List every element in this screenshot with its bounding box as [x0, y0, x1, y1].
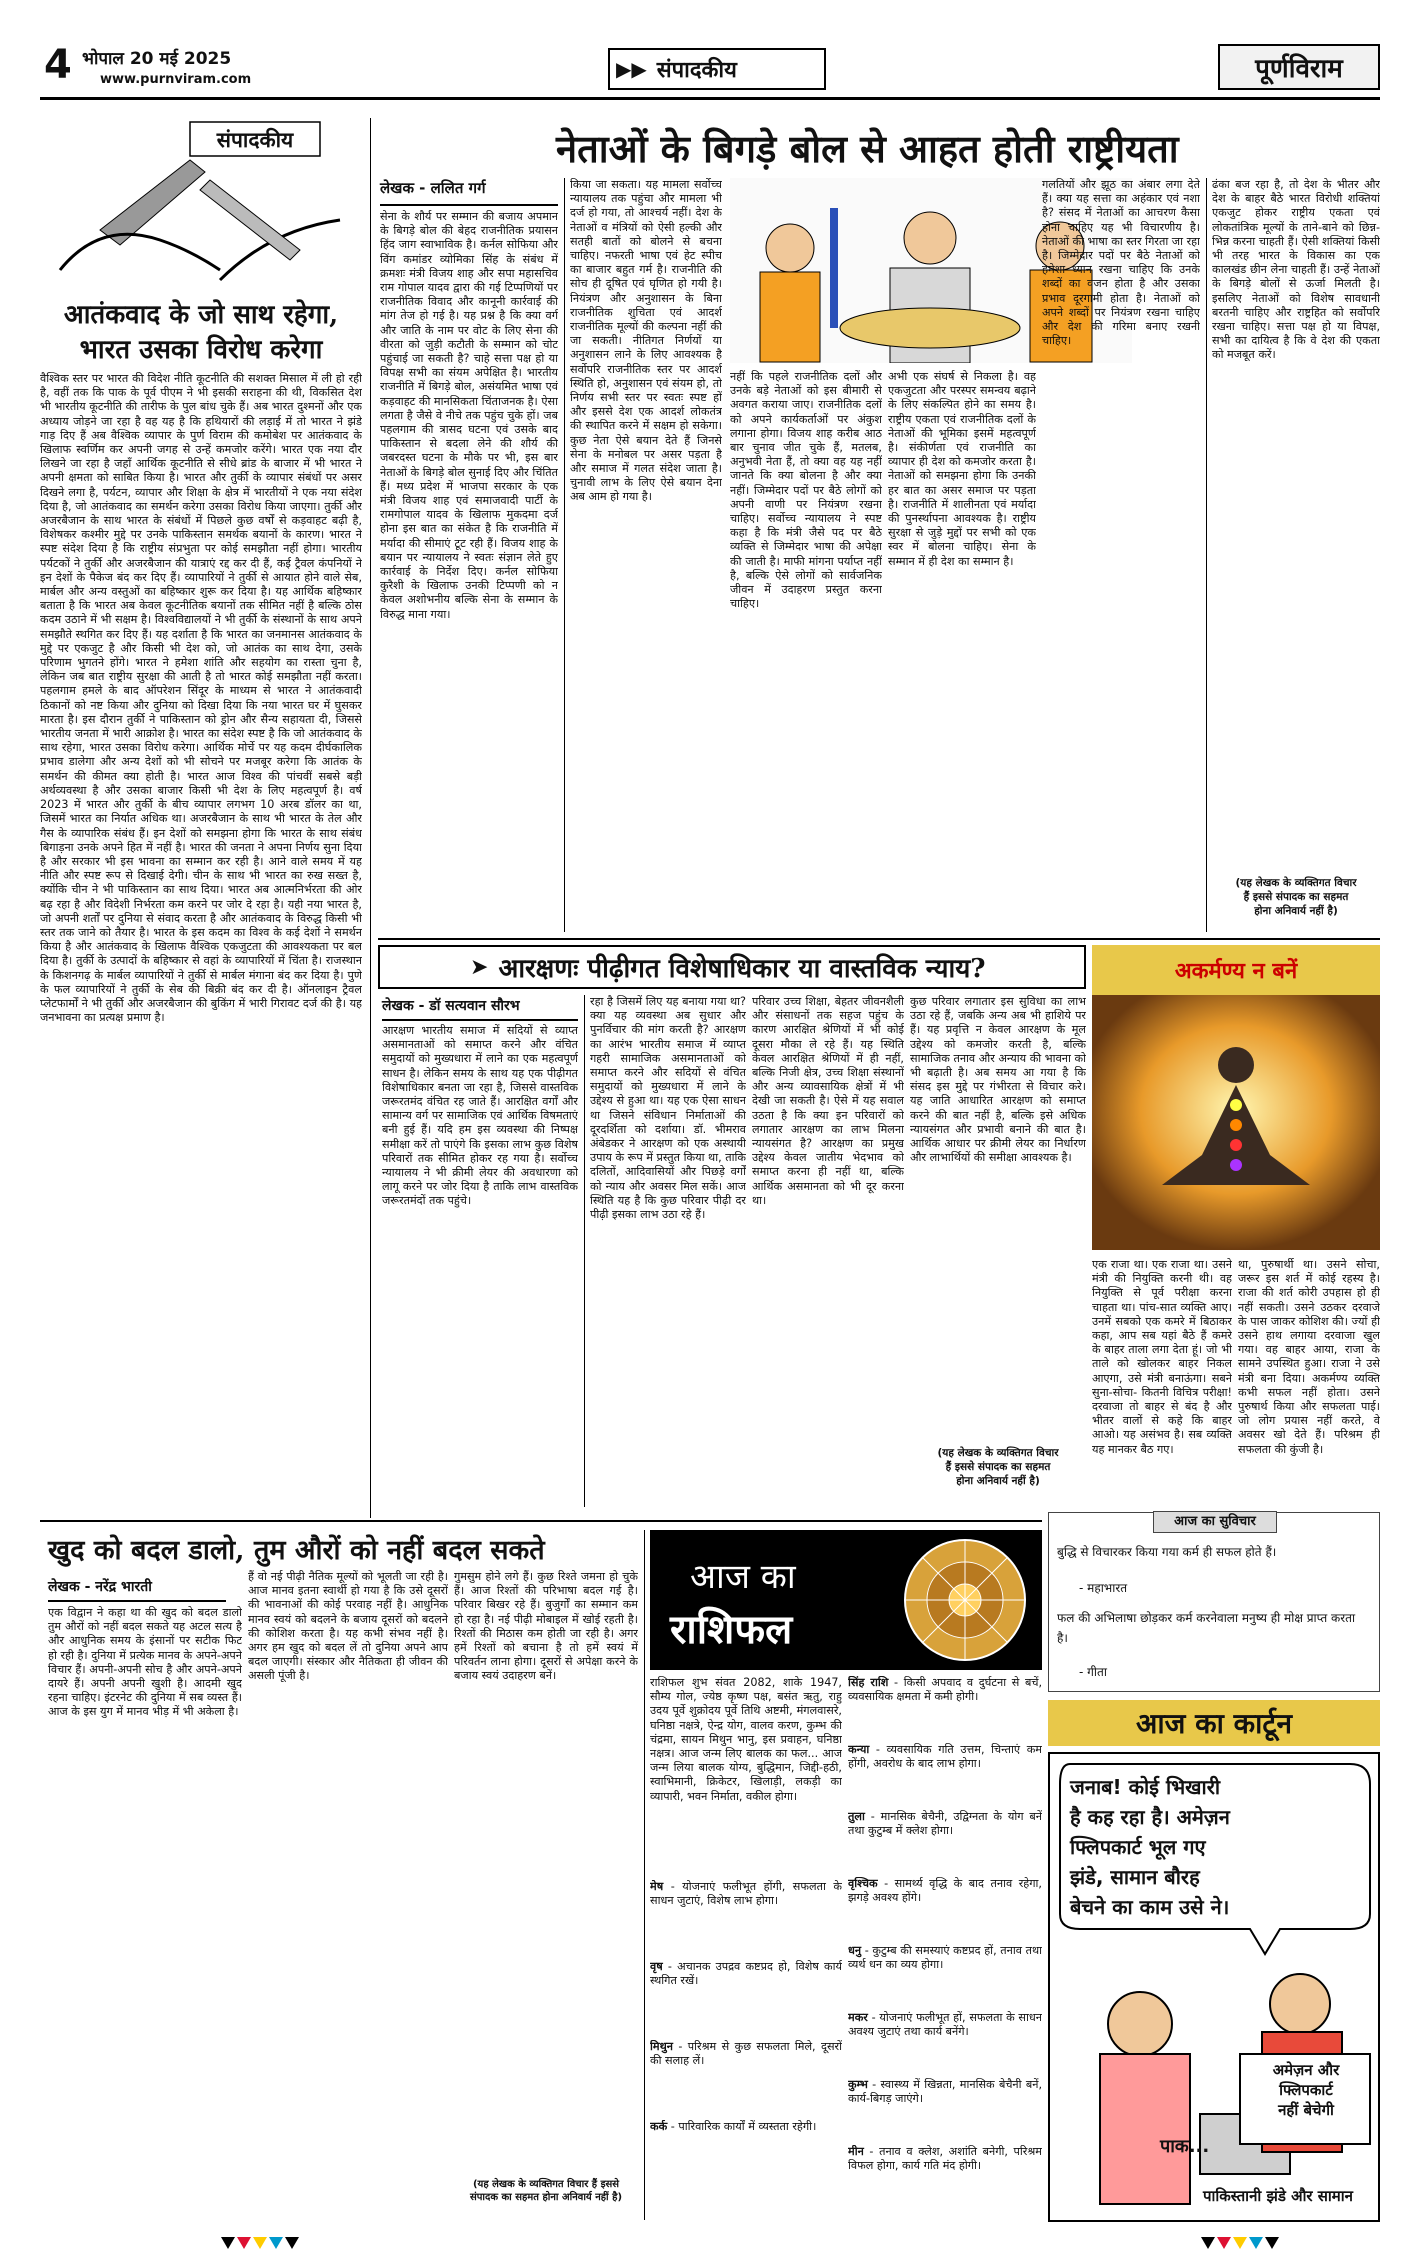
lead-author: लेखक - ललित गर्ग	[380, 179, 486, 197]
rashi-name: मीन	[848, 2145, 864, 2158]
cartoon-title-banner	[1048, 1700, 1380, 1746]
rashi-name: कुम्भ	[848, 2078, 868, 2091]
editorial-block	[40, 120, 362, 1520]
disclaimer-line: (यह लेखक के व्यक्तिगत विचार	[1235, 877, 1357, 889]
bubble-line: बेचने का काम उसे ने।	[1070, 1895, 1230, 1919]
thought-author-1: - महाभारत	[1079, 1581, 1128, 1595]
sign-line: फ्लिपकार्ट	[1279, 2081, 1333, 2099]
rashi-text: मानसिक बेचैनी, उद्विग्नता के योग बनें तथा कुटुम्ब में क्लेश होगा।	[848, 1810, 1042, 1838]
page-number: 4	[44, 42, 72, 88]
column-divider	[644, 1530, 645, 2220]
story-col-2: था, पुरुषार्थी था। उसने सोचा, जरूर इस शर्त में कोई रहस्य है। राजा की शर्त कोरी उपहास हो ही नहीं सकती। उसने उठकर दरवाजे के पास जाकर कोशिश की। ज्यों ही उसने हाथ लगाया दरवाजा खुल गया। वह बाहर आया, राजा के सामने उपस्थित हुआ। राजा ने उसे मंत्री बना दिया। अकर्मण्य व्यक्ति कभी सफल नहीं होता। उसने पुरुषार्थ किया और सफलता पाई। जो लोग प्रयास नहीं करते, वे अवसर खो देते हैं। परिश्रम ही सफलता की कुंजी है।	[1238, 1258, 1380, 1456]
thought-author-2: - गीता	[1079, 1665, 1107, 1679]
reservation-col-3: परिवार उच्च शिक्षा, बेहतर जीवनशैली और संसाधनों तक सहज पहुंच के कारण आरक्षित श्रेणियों में भी कोई दूसरा मौका ले रहे हैं। यह स्थिति केवल आरक्षित श्रेणियों में ही नहीं, बल्कि निजी क्षेत्र, उच्च शिक्षा संस्थानों और अन्य व्यावसायिक क्षेत्रों में भी देखी जा सकती है। ऐसे में यह सवाल उठता है कि क्या इन परिवारों को लगातार आरक्षण का लाभ मिलना न्यायसंगत है? आरक्षण का प्रमुख उद्देश्य केवल जातीय भेदभाव को समाप्त करना ही नहीं था, बल्कि आर्थिक असमानता को भी दूर करना था।	[752, 995, 904, 1207]
reservation-col-1: आरक्षण भारतीय समाज में सदियों से व्याप्त असमानताओं को समाप्त करने और वंचित समुदायों को मुख्यधारा में लाने का एक महत्वपूर्ण साधन है। लेकिन समय के साथ यह एक पीढ़ीगत विशेषाधिकार बनता जा रहा है, जिससे वास्तविक जरूरतमंद वंचित रह जाते हैं। आरक्षित वर्गों और सामान्य वर्ग पर सामाजिक एवं आर्थिक विषमताएं बनी हुई हैं। यदि हम इस व्यवस्था की निष्पक्ष समीक्षा करें तो पाएंगे कि इसका लाभ कुछ विशेष परिवारों तक सीमित होकर रह गया है। सर्वोच्च न्यायालय ने भी क्रीमी लेयर की अवधारणा को लागू करने पर जोर दिया है ताकि लाभ वास्तविक जरूरतमंदों तक पहुंचे।	[382, 1024, 578, 1208]
reservation-col-2: रहा है जिसमें लिए यह बनाया गया था? क्या यह व्यवस्था अब सुधार और पुनर्विचार की मांग करती है? आरक्षण का आरंभ भारतीय समाज में व्याप्त गहरी सामाजिक असमानताओं को समाप्त करने और सदियों से वंचित समुदायों को मुख्यधारा में लाने के उद्देश्य से हुआ था। यह एक ऐसा साधन था जिसने संविधान निर्माताओं की दूरदर्शिता को दर्शाया। डॉ. भीमराव अंबेडकर ने आरक्षण को एक अस्थायी उपाय के रूप में प्रस्तुत किया था, ताकि दलितों, आदिवासियों और पिछड़े वर्गों को न्याय और अवसर मिल सकें। आज स्थिति यह है कि कुछ परिवार पीढ़ी दर पीढ़ी इसका लाभ उठा रहे हैं।	[590, 995, 746, 1222]
rashi-text: स्वास्थ्य में खिन्नता, मानसिक बेचैनी बनें, कार्य-बिगड़ जाएंगे।	[848, 2078, 1042, 2106]
khud-disclaimer	[454, 2178, 638, 2204]
story-block	[1092, 945, 1380, 1250]
cartoon-man-label: पाक...	[1160, 2136, 1210, 2157]
section-banner	[608, 48, 826, 90]
rashi-text: अचानक उपद्रव कष्टप्रद हो, विशेष कार्य स्थगित रखें।	[650, 1960, 842, 1988]
rashi-entry: मिथुन - परिश्रम से कुछ सफलता मिले, दूसरों की सलाह लें।	[650, 2040, 842, 2068]
disclaimer-line: होना अनिवार्य नहीं है)	[1254, 905, 1338, 917]
sign-line: नहीं बेचेगी	[1278, 2101, 1334, 2119]
lead-author-box	[380, 178, 558, 206]
khud-col-3: गुमसुम होने लगे हैं। कुछ रिश्ते जमना हो चुके हैं। आज रिश्तों की परिभाषा बदल गई है। परिवार बिखर रहे हैं। बुजुर्गों का सम्मान कम हो रहा है। नई पीढ़ी मोबाइल में खोई रहती है। रिश्तों की मिठास कम होती जा रही है। अगर हमें रिश्तों को बचाना है तो हमें स्वयं में परिवर्तन लाना होगा। दूसरों से अपेक्षा करने के बजाय स्वयं उदाहरण बनें।	[454, 1570, 638, 1683]
reservation-disclaimer	[910, 1446, 1086, 1488]
rashi-name: वृश्चिक	[848, 1877, 878, 1890]
rashi-name: धनु	[848, 1944, 862, 1957]
editorial-headline-line1: आतंकवाद के जो साथ रहेगा,	[63, 300, 339, 330]
brand-name: पूर्णविराम	[1255, 54, 1343, 84]
lead-headline: नेताओं के बिगड़े बोल से आहत होती राष्ट्रीयता	[556, 126, 1179, 171]
lead-col-3: नहीं कि पहले राजनीतिक दलों और उनके बड़े नेताओं को इस बीमारी से अवगत कराया जाए। राजनीतिक दलों को अपने कार्यकर्ताओं पर अंकुश लगाना होगा। विजय शाह करीब आठ बार चुनाव जीत चुके हैं, मतलब, अनुभवी नेता हैं, तो क्या वह यह नहीं जानते कि क्या बोलना है और क्या नहीं। जिम्मेदार पदों पर बैठे लोगों को अपनी वाणी पर नियंत्रण रखना चाहिए। सर्वोच्च न्यायालय ने स्पष्ट कहा है कि मंत्री जैसे पद पर बैठे व्यक्ति से जिम्मेदार भाषा की अपेक्षा की जाती है। माफी मांगना पर्याप्त नहीं है, बल्कि ऐसे लोगों को सार्वजनिक जीवन में उदाहरण प्रस्तुत करना चाहिए।	[730, 370, 882, 611]
lead-col-6: ढंका बज रहा है, तो देश के भीतर और देश के बाहर बैठे भारत विरोधी शक्तियां एकजुट होकर राष्ट्रीय एकता एवं लोकतांत्रिक मूल्यों के ताने-बाने को छिन्न-भिन्न करना चाहती हैं। ऐसी शक्तियां किसी भी तरह भारत के विकास का एक कालखंड छीन लेना चाहती हैं। उन्हें नेताओं के बिगड़े बोलों से ऊर्जा मिलती है। इसलिए नेताओं को विशेष सावधानी बरतनी चाहिए और राष्ट्रहित को सर्वोपरि रखना चाहिए। सत्ता पक्ष हो या विपक्ष, सभी का दायित्व है कि वे देश की एकता को मजबूत करें।	[1212, 178, 1380, 362]
column-divider	[1206, 178, 1207, 932]
rashi-text: योजनाएं फलीभूत हों, सफलता के साधन अवश्य जुटाएं तथा कार्य बनेंगे।	[848, 2011, 1042, 2039]
rashi-text: योजनाएं फलीभूत होंगी, सफलता के साधन जुटाएं, विशेष लाभ होगा।	[650, 1880, 842, 1908]
rashi-entry: कर्क - पारिवारिक कार्यों में व्यस्तता रहेगी।	[650, 2120, 817, 2133]
editorial-sign-illustration	[40, 120, 362, 285]
disclaimer-line: हैं इससे संपादक का सहमत	[1243, 891, 1349, 903]
reservation-col-4: कुछ परिवार लगातार इस सुविधा का लाभ उठा रहे हैं, जबकि अन्य अब भी हाशिये पर हैं। यह प्रवृत्ति न केवल आरक्षण के मूल उद्देश्य को कमजोर करती है, बल्कि सामाजिक तनाव और अन्याय की भावना को भी बढ़ाती है। अब समय आ गया है कि संसद इस मुद्दे पर गंभीरता से विचार करे। यह जाति आधारित आरक्षण को समाप्त करने की बात नहीं है, बल्कि इसे अधिक न्यायसंगत और प्रभावी बनाने की बात है। आर्थिक आधार पर क्रीमी लेयर का निर्धारण और लाभार्थियों की समीक्षा आवश्यक है।	[910, 995, 1086, 1165]
section-rule	[40, 1520, 1042, 1522]
banner-arrow-icon: ➤	[470, 954, 489, 980]
reservation-headline: आरक्षणः पीढ़ीगत विशेषाधिकार या वास्तविक न्याय?	[498, 954, 986, 984]
section-rule	[378, 938, 1380, 940]
thought-line-3: है।	[1057, 1631, 1068, 1645]
editorial-body: वैश्विक स्तर पर भारत की विदेश नीति कूटनीति की सशक्त मिसाल में ली हो रही है, वहीं तक कि पाक के पूर्व पीएम ने भी इसकी सराहना की थी, विकसित देश भी भारतीय कूटनीति की तारीफ के पुल बांध चुके हैं। अब भारत दुश्मनों और एक अध्याय जोड़ने जा रहा है वह यह है कि हथियारों की लड़ाई में तो भारत ने झंडे गाड़ दिए हैं अब वैश्विक व्यापार के पुर्ण विराम की कमोबेश पर आतंकवाद के खिलाफ स्वर्णिम कर अपनी जगह से उन्हें कमजोर करेंगे। भारत एक नया दौर लिखने जा रहा है जहाँ आर्थिक कूटनीति से सीधे ब्रांड के बाजार में भी भारत ने अपनी क्षमता को साबित किया है। भारत और तुर्की के व्यापार संबंधों पर असर दिखने लगा है, पर्यटन, व्यापार और शिक्षा के क्षेत्र में भारतीयों ने एक नया संदेश दिया है, जो आतंकवाद का समर्थन करेगा उसका विरोध किया जाएगा। तुर्की और अजरबैजान के साथ भारत के संबंधों में पिछले कुछ वर्षों से कड़वाहट बढ़ी है, विशेषकर कश्मीर मुद्दे पर उनके पाकिस्तान समर्थक बयानों के कारण। भारत ने स्पष्ट संदेश दिया है कि राष्ट्रीय संप्रभुता पर कोई समझौता नहीं होगा। भारतीय पर्यटकों ने तुर्की और अजरबैजान की यात्राएं रद्द कर दी हैं, कई ट्रैवल कंपनियों ने इन देशों के पैकेज बंद कर दिए हैं। व्यापारियों ने तुर्की से आयात होने वाले सेब, मार्बल और अन्य वस्तुओं का बहिष्कार शुरू कर दिया है। यह आर्थिक बहिष्कार बताता है कि भारत अब केवल कूटनीतिक बयानों तक सीमित नहीं है बल्कि ठोस कदम उठाने में भी सक्षम है। विश्वविद्यालयों ने भी तुर्की के संस्थानों के साथ अपने समझौते स्थगित कर दिए हैं। यह दर्शाता है कि भारत का जनमानस आतंकवाद के मुद्दे पर एकजुट है और किसी भी देश को, जो आतंक का साथ देगा, उसके परिणाम भुगतने होंगे। भारत ने हमेशा शांति और सहयोग का रास्ता चुना है, लेकिन जब बात राष्ट्रीय सुरक्षा की आती है तो भारत कोई समझौता नहीं करता। पहलगाम हमले के बाद ऑपरेशन सिंदूर के माध्यम से भारत ने आतंकवादी ठिकानों को नष्ट किया और दुनिया को दिखा दिया कि नया भारत घर में घुसकर मारता है। इस दौरान तुर्की ने पाकिस्तान को ड्रोन और सैन्य सहायता दी, जिससे भारतीय जनता में भारी आक्रोश है। भारत का संदेश स्पष्ट है कि जो आतंकवाद के साथ रहेगा, भारत उसका विरोध करेगा। आर्थिक मोर्चे पर यह कदम दीर्घकालिक प्रभाव डालेगा और अन्य देशों को भी सोचने पर मजबूर करेगा कि आतंक के समर्थन की कीमत क्या होती है। भारत आज विश्व की पांचवीं सबसे बड़ी अर्थव्यवस्था है और उसका बाजार किसी भी देश के लिए महत्वपूर्ण है। वर्ष 2023 में भारत और तुर्की के बीच व्यापार लगभग 10 अरब डॉलर का था, जिसमें भारत का निर्यात अधिक था। अजरबैजान के साथ भी भारत के तेल और गैस के व्यापारिक संबंध हैं। इन देशों को समझना होगा कि भारत के साथ संबंध बिगाड़ना उनके अपने हित में नहीं है। भारत की जनता ने अपना निर्णय सुना दिया है और सरकार भी इस भावना का सम्मान कर रही है। आने वाले समय में यह नीति और स्पष्ट रूप से दिखाई देगी। चीन के साथ भी भारत का रुख सख्त है, क्योंकि चीन ने भी पाकिस्तान का साथ दिया। भारत अब आत्मनिर्भरता की ओर बढ़ रहा है और विदेशी निर्भरता कम करने पर जोर दे रहा है। यही नया भारत है, जो अपनी शर्तों पर दुनिया से संवाद करता है और आतंकवाद के विरुद्ध किसी भी स्तर तक जाने को तैयार है। भारत के इस कदम का विश्व के कई देशों ने समर्थन किया है और आतंकवाद के खिलाफ वैश्विक एकजुटता की आवश्यकता पर बल दिया है। तुर्की के उत्पादों के बहिष्कार से वहां के व्यापारियों में चिंता है। राजस्थान के किशनगढ़ के मार्बल व्यापारियों ने तुर्की से मार्बल मंगाना बंद कर दिया है। पुणे के फल व्यापारियों ने तुर्की के सेब की बिक्री बंद कर दी है। ऑनलाइन ट्रैवल प्लेटफार्मों ने भी तुर्की और अजरबैजान की बुकिंग में भारी गिरावट दर्ज की है। यह जनभावना का प्रत्यक्ष प्रमाण है।	[40, 372, 362, 1025]
rashi-text: पारिवारिक कार्यों में व्यस्तता रहेगी।	[678, 2120, 817, 2133]
rashi-entry: मीन - तनाव व क्लेश, अशांति बनेगी, परिश्रम विफल होगा, कार्य गति मंद होगी।	[848, 2145, 1042, 2173]
cartoon-panel	[1048, 1752, 1380, 2222]
rashifal-title-1: आज का	[690, 1557, 796, 1597]
lead-col-4: अभी एक संघर्ष से निकला है। वह एकजुटता और परस्पर समन्वय बढ़ाने के लिए संकल्पित होने का समय है। राष्ट्रीय एकता एवं राजनीतिक दलों के नेताओं की भूमिका इसमें महत्वपूर्ण है। संकीर्णता एवं राजनीति का व्यापार ही देश को कमजोर करता है। नेताओं को समझना होगा कि उनकी हर बात का असर समाज पर पड़ता है। राजनीति में शालीनता एवं मर्यादा की पुनर्स्थापना आवश्यक है। राष्ट्रीय सुरक्षा से जुड़े मुद्दों पर सभी को एक स्वर में बोलना चाहिए। सेना के सम्मान में ही देश का सम्मान है।	[888, 370, 1036, 568]
bubble-line: झंडे, सामान बौरह	[1070, 1865, 1200, 1889]
khud-headline: खुद को बदल डालो, तुम औरों को नहीं बदल सकते	[48, 1535, 545, 1566]
footer-registration-marks	[220, 2234, 300, 2251]
meditation-illustration	[1092, 995, 1380, 1250]
section-title: संपादकीय	[656, 58, 737, 83]
rashi-entry: वृश्चिक - सामर्थ्य वृद्धि के बाद तनाव रहेगा, झगड़े अवश्य होंगे।	[848, 1877, 1042, 1905]
rashi-name: कर्क	[650, 2120, 668, 2133]
rashi-name: मिथुन	[650, 2040, 673, 2053]
disclaimer-line: हैं इससे संपादक का सहमत	[945, 1461, 1051, 1473]
rashi-text: कुटुम्ब की समस्याएं कष्टप्रद हों, तनाव तथा व्यर्थ धन का व्यय होगा।	[848, 1944, 1042, 1972]
editorial-sign-label: संपादकीय	[216, 127, 294, 152]
lead-col-5: गलतियों और झूठ का अंबार लगा देते हैं। क्या यह सत्ता का अहंकार एवं नशा है? संसद में नेताओं का आचरण कैसा होना चाहिए यह भी विचारणीय है। नेताओं की भाषा का स्तर गिरता जा रहा है। जिम्मेदार पदों पर बैठे नेताओं को हमेशा ध्यान रखना चाहिए कि उनके शब्दों का वजन होता है और उसका प्रभाव दूरगामी होता है। नेताओं को अपने शब्दों पर नियंत्रण रखना चाहिए और देश की गरिमा बनाए रखनी चाहिए।	[1042, 178, 1200, 348]
rashi-text: सामर्थ्य वृद्धि के बाद तनाव रहेगा, झगड़े अवश्य होंगे।	[848, 1877, 1042, 1905]
footer-registration-marks	[1200, 2234, 1280, 2251]
zodiac-wheel-icon	[900, 1536, 1030, 1664]
rashi-name: सिंह राशि	[848, 1676, 889, 1689]
thought-title: आज का सुविचार	[1153, 1511, 1277, 1533]
khud-author-box	[48, 1576, 226, 1602]
column-divider	[584, 995, 585, 1507]
masthead	[0, 0, 1417, 100]
cartoon-bubble-text	[1070, 1772, 1360, 1922]
rashi-entry: धनु - कुटुम्ब की समस्याएं कष्टप्रद हों, तनाव तथा व्यर्थ धन का व्यय होगा।	[848, 1944, 1042, 1972]
rashi-name: वृष	[650, 1960, 663, 1973]
editorial-headline-line2: भारत उसका विरोध करेगा	[79, 335, 323, 365]
rashifal-banner	[650, 1530, 1042, 1670]
cartoon-bottom-text: पाकिस्तानी झंडे और सामान	[1202, 2187, 1353, 2205]
website-url[interactable]: www.purnviram.com	[100, 72, 252, 87]
brand-logo	[1218, 44, 1380, 90]
bubble-line: फ्लिपकार्ट भूल गए	[1070, 1835, 1206, 1859]
rashi-entry: सिंह राशि - किसी अपवाद व दुर्घटना से बचें, व्यवसायिक क्षमता में कमी होगी।	[848, 1676, 1042, 1704]
rashi-name: कन्या	[848, 1743, 870, 1756]
page-date: भोपाल 20 मई 2025	[82, 49, 232, 69]
khud-col-2: हैं वो नई पीढ़ी नैतिक मूल्यों को भूलती जा रही है। आज मानव इतना स्वार्थी हो गया है कि उसे दूसरों की भावनाओं की कोई परवाह नहीं है। आधुनिक मानव स्वयं को बदलने के बजाय दूसरों को बदलने की कोशिश करता है। यह कभी संभव नहीं है। अगर हम खुद को बदल लें तो दुनिया अपने आप बदल जाएगी। संस्कार और नैतिकता ही जीवन की असली पूंजी है।	[248, 1570, 448, 1683]
rashi-text: व्यवसायिक गति उत्तम, चिन्ताएं कम होंगी, अवरोध के बाद लाभ होगा।	[848, 1743, 1042, 1771]
rashi-name: तुला	[848, 1810, 865, 1823]
masthead-rule	[40, 97, 1380, 100]
rashi-entry: तुला - मानसिक बेचैनी, उद्विग्नता के योग बनें तथा कुटुम्ब में क्लेश होगा।	[848, 1810, 1042, 1838]
khud-author: लेखक - नरेंद्र भारती	[48, 1579, 152, 1595]
lead-disclaimer	[1212, 876, 1380, 918]
bubble-line: जनाब! कोई भिखारी	[1070, 1775, 1221, 1799]
khud-col-1: एक विद्वान ने कहा था की खुद को बदल डालो तुम औरों को नहीं बदल सकते यह अटल सत्य है और आधुनिक समय के इंसानों पर सटीक फिट हो रही है। दुनिया में प्रत्येक मानव के अपने-अपने विचार हैं। अपनी-अपनी सोच है और अपने-अपने दायरे हैं। अपनी अपनी खुशी है। आदमी खुद रहना चाहिए। इंटरनेट की दुनिया में सब व्यस्त हैं। आज के इस युग में मानव भीड़ में भी अकेला है।	[48, 1606, 242, 1719]
rashi-name: मेष	[650, 1880, 664, 1893]
reservation-headline-banner	[378, 945, 1086, 989]
column-divider	[370, 118, 371, 1518]
disclaimer-line: संपादक का सहमत होना अनिवार्य नहीं है)	[469, 2192, 623, 2203]
rashifal-intro: राशिफल शुभ संवत 2082, शाके 1947, सौम्य गोल, ज्येष्ठ कृष्ण पक्ष, बसंत ऋतु, राहु उदय पूर्वे शुक्रोदय पूर्वे तिथि अष्टमी, मंगलवासरे, घनिष्ठा नक्षत्रे, ऐन्द्र योग, वालव करण, कुम्भ की चंद्रमा, सायन मिथुन भानु, इस प्रवाहन, घनिष्ठा नक्षत्र। आज जन्म लिए बालक का फल... आज जन्म लिया बालक योग्य, बुद्धिमान, जिद्दी-हठी, स्वाभिमानी, क्रिकेटर, खिलाड़ी, लकड़ी का व्यापारी, भवन निर्माता, वकील होगा।	[650, 1676, 842, 1803]
rashi-entry: मकर - योजनाएं फलीभूत हों, सफलता के साधन अवश्य जुटाएं तथा कार्य बनेंगे।	[848, 2011, 1042, 2039]
disclaimer-line: (यह लेखक के व्यक्तिगत विचार	[937, 1447, 1059, 1459]
rashi-name: मकर	[848, 2011, 868, 2024]
thought-line-2: फल की अभिलाषा छोड़कर कर्म करनेवाला मनुष्य ही मोक्ष प्राप्त करता	[1057, 1611, 1356, 1625]
story-headline: अकर्मण्य न बनें	[1174, 958, 1298, 984]
lead-col-1: सेना के शौर्य पर सम्मान की बजाय अपमान के बिगड़े बोल की बेहद राजनीतिक प्रयासन हिंद जाग स्वाभाविक है। कर्नल सोफिया और विंग कमांडर व्योमिका सिंह के संबंध में क्रमशः मंत्री विजय शाह और सपा महासचिव राम गोपाल यादव द्वारा की गई टिप्पणियों पर राजनीतिक विवाद और कानूनी कार्रवाई की मांग तेज हो गई है। यह प्रश्न है कि क्या वर्ग और जाति के नाम पर वोट के लिए सेना की वीरता को जुड़ी कटौती के सम्मान को चोट पहुंचाई जा सकती है? चाहे सत्ता पक्ष हो या विपक्ष सभी का संयम अपेक्षित है। भारतीय राजनीति में बिगड़े बोल, असंयमित भाषा एवं कड़वाहट की मानसिकता चिंताजनक है। ऐसा लगता है जैसे वे नीचे तक पहुंच चुके हों। जब पहलगाम की त्रासद घटना एवं उसके बाद पाकिस्तान से बदला लेने की शौर्य की जबरदस्त घटना के मौके पर भी, इस बार नेताओं के बिगड़े बोल सुनाई दिए और चिंतित हैं। मध्य प्रदेश में भाजपा सरकार के एक मंत्री विजय शाह एवं समाजवादी पार्टी के रामगोपाल यादव के खिलाफ मुकदमा दर्ज होना इस बात का संकेत है कि राजनीति में मर्यादा की सीमाएं टूट रही हैं। विजय शाह के बयान पर न्यायालय ने स्वतः संज्ञान लेते हुए कार्रवाई के निर्देश दिए। कर्नल सोफिया कुरैशी के खिलाफ उनकी टिप्पणी को न केवल अशोभनीय बल्कि सेना के सम्मान के विरुद्ध माना गया।	[380, 210, 558, 621]
thought-line-1: बुद्धि से विचारकर किया गया कर्म ही सफल होते हैं।	[1057, 1545, 1277, 1559]
cartoon-title: आज का कार्टून	[1135, 1707, 1293, 1740]
rashi-entry: कुम्भ - स्वास्थ्य में खिन्नता, मानसिक बेचैनी बनें, कार्य-बिगड़ जाएंगे।	[848, 2078, 1042, 2106]
rashi-text: किसी अपवाद व दुर्घटना से बचें, व्यवसायिक क्षमता में कमी होगी।	[848, 1676, 1042, 1704]
rashi-text: परिश्रम से कुछ सफलता मिले, दूसरों की सलाह लें।	[650, 2040, 842, 2068]
sign-line: अमेज़न और	[1272, 2061, 1340, 2079]
reservation-author-box	[382, 995, 578, 1021]
disclaimer-line: होना अनिवार्य नहीं है)	[956, 1475, 1040, 1487]
lead-col-2: किया जा सकता। यह मामला सर्वोच्च न्यायालय तक पहुंचा और मामला भी दर्ज हो गया, तो आश्चर्य नहीं। देश के नेताओं व मंत्रियों को ऐसी हल्की और सतही बातों को बोलने से बचना चाहिए। नफरती भाषा एवं हेट स्पीच का बाजार बहुत गर्म है। राजनीति की सोच ही दूषित एवं घृणित हो गयी है। नियंत्रण और अनुशासन के बिना राजनीतिक शुचिता एवं आदर्श राजनीतिक मूल्यों की कल्पना नहीं की जा सकती। नीतिगत निर्णयों या अनुशासन लाने के लिए आवश्यक है सर्वोपरि राजनीतिक स्तर पर आदर्श स्थिति हो, अनुशासन एवं संयम हो, तो निर्णय सभी स्तर पर स्वतः स्पष्ट हों और इससे देश एक आदर्श लोकतंत्र की स्थापित करने में सक्षम हो सकेगा। कुछ नेता ऐसे बयान देते हैं जिनसे सेना के मनोबल पर असर पड़ता है और समाज में गलत संदेश जाता है। चुनावी लाभ के लिए ऐसे बयान देना अब आम हो गया है।	[570, 178, 722, 504]
reservation-author: लेखक - डॉ सत्यवान सौरभ	[382, 998, 520, 1014]
column-divider	[564, 178, 565, 932]
rashi-entry: कन्या - व्यवसायिक गति उत्तम, चिन्ताएं कम होंगी, अवरोध के बाद लाभ होगा।	[848, 1743, 1042, 1771]
rashifal-title-2: राशिफल	[670, 1606, 793, 1653]
story-col-1: एक राजा था। एक राजा था। उसने मंत्री की नियुक्ति करनी थी। वह नियुक्ति से पूर्व परीक्षा करना चाहता था। पांच-सात व्यक्ति आए। उनमें सबको एक कमरे में बिठाकर कहा, आप सब यहां बैठे हैं कमरे के बाहर ताला लगा देता हूं। जो भी ताले को खोलकर बाहर निकल आएगा, उसे मंत्री बनाऊंगा। सबने सुना-सोचा- कितनी विचित्र परीक्षा! दरवाजा तो बाहर से बंद है और भीतर वालों से कहे कि बाहर आओ। यह असंभव है। सब व्यक्ति यह मानकर बैठ गए।	[1092, 1258, 1232, 1456]
thought-box	[1048, 1512, 1380, 1692]
rashi-text: तनाव व क्लेश, अशांति बनेगी, परिश्रम विफल होगा, कार्य गति मंद होगी।	[848, 2145, 1042, 2173]
disclaimer-line: (यह लेखक के व्यक्तिगत विचार हैं इससे	[472, 2179, 619, 2190]
double-arrow-icon: ▶▶	[616, 57, 647, 81]
bubble-line: है कह रहा है। अमेज़न	[1070, 1805, 1230, 1829]
rashi-entry: वृष - अचानक उपद्रव कष्टप्रद हो, विशेष कार्य स्थगित रखें।	[650, 1960, 842, 1988]
cartoon-sign-text	[1244, 2060, 1368, 2120]
rashi-entry: मेष - योजनाएं फलीभूत होंगी, सफलता के साधन जुटाएं, विशेष लाभ होगा।	[650, 1880, 842, 1908]
